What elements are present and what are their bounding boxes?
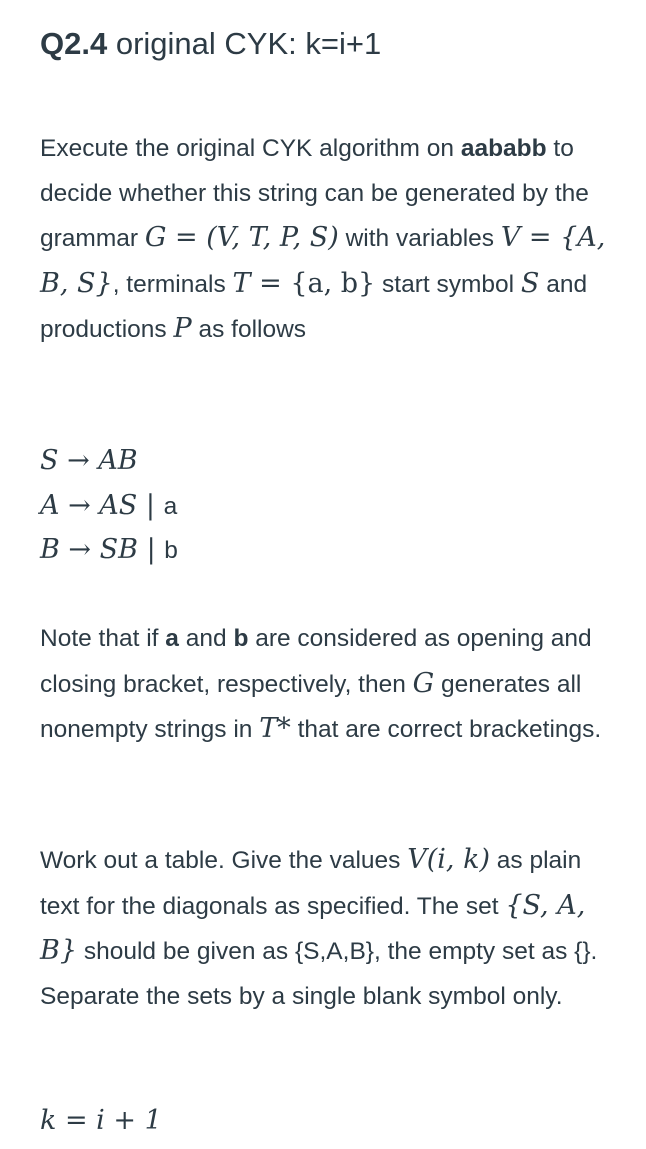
production-rhs: AS xyxy=(99,489,138,521)
note-text-5: that are correct bracketings. xyxy=(290,716,602,743)
work-paragraph xyxy=(40,838,620,1019)
intro-text-6: and productions xyxy=(40,270,588,343)
terminals-symbol: T xyxy=(232,267,251,299)
grammar-tuple: (V, T, P, S) xyxy=(206,222,339,253)
production-terminal: b xyxy=(164,537,178,564)
production-arrow: → xyxy=(59,489,100,521)
intro-text-5: start symbol xyxy=(375,270,521,298)
production-arrow: → xyxy=(58,445,99,476)
production-rhs: SB xyxy=(99,534,138,565)
terminal-a: a xyxy=(165,625,179,652)
productions-symbol: P xyxy=(173,313,192,344)
note-text-3: are considered as opening and closing bracket, respectively, then xyxy=(40,625,592,698)
question-number: Q2.4 xyxy=(40,26,108,61)
question-title-text: original CYK: k=i+1 xyxy=(115,26,382,61)
production-separator: | xyxy=(137,489,164,521)
terminals-set: {a, b} xyxy=(290,267,376,299)
production-lhs: S xyxy=(40,445,59,476)
terminal-b: b xyxy=(233,625,249,652)
work-text-3: should be given as {S,A,B}, the empty set as {}. Separate the sets by a single blank symbol only. xyxy=(40,938,598,1010)
production-arrow: → xyxy=(59,534,100,565)
production-rule xyxy=(40,527,178,572)
intro-text-7: as follows xyxy=(191,316,307,343)
table-value-symbol: V(i, k) xyxy=(407,844,490,875)
k-formula xyxy=(40,1099,620,1145)
question-title xyxy=(40,22,381,66)
grammar-symbol: G xyxy=(412,667,435,699)
work-text-2: as plain text for the diagonals as specified. The set xyxy=(40,847,582,920)
input-string: aababb xyxy=(460,135,547,162)
example-set: {S, A, B} xyxy=(40,889,586,966)
note-paragraph xyxy=(40,617,620,753)
intro-text-4: , terminals xyxy=(112,270,233,298)
start-symbol: S xyxy=(520,267,540,299)
production-lhs: A xyxy=(40,489,60,521)
work-text-1: Work out a table. Give the values xyxy=(40,847,408,874)
production-rule xyxy=(40,483,178,528)
variables-symbol: V xyxy=(500,222,521,253)
production-separator: | xyxy=(137,534,165,565)
intro-text-1: Execute the original CYK algorithm on xyxy=(40,135,454,162)
variables-set: {A, B, S} xyxy=(40,222,606,299)
equals-sign: = xyxy=(520,222,561,253)
grammar-symbol: G xyxy=(144,222,167,253)
note-text-2: and xyxy=(178,625,234,652)
productions-list xyxy=(40,438,178,572)
production-lhs: B xyxy=(40,534,60,565)
intro-text-2: to decide whether this string can be generated by the grammar xyxy=(40,135,589,252)
production-rhs: AB xyxy=(98,445,138,476)
production-rule xyxy=(40,438,178,483)
kleene-star-set: T* xyxy=(259,713,291,744)
production-terminal: a xyxy=(163,492,178,520)
k-formula-text: k = i + 1 xyxy=(40,1105,162,1136)
equals-sign: = xyxy=(250,267,291,299)
equals-sign: = xyxy=(166,222,207,253)
intro-text-3: with variables xyxy=(338,225,501,252)
note-text-4: generates all nonempty strings in xyxy=(40,670,582,743)
intro-paragraph xyxy=(40,127,620,353)
note-text-1: Note that if xyxy=(40,625,166,652)
